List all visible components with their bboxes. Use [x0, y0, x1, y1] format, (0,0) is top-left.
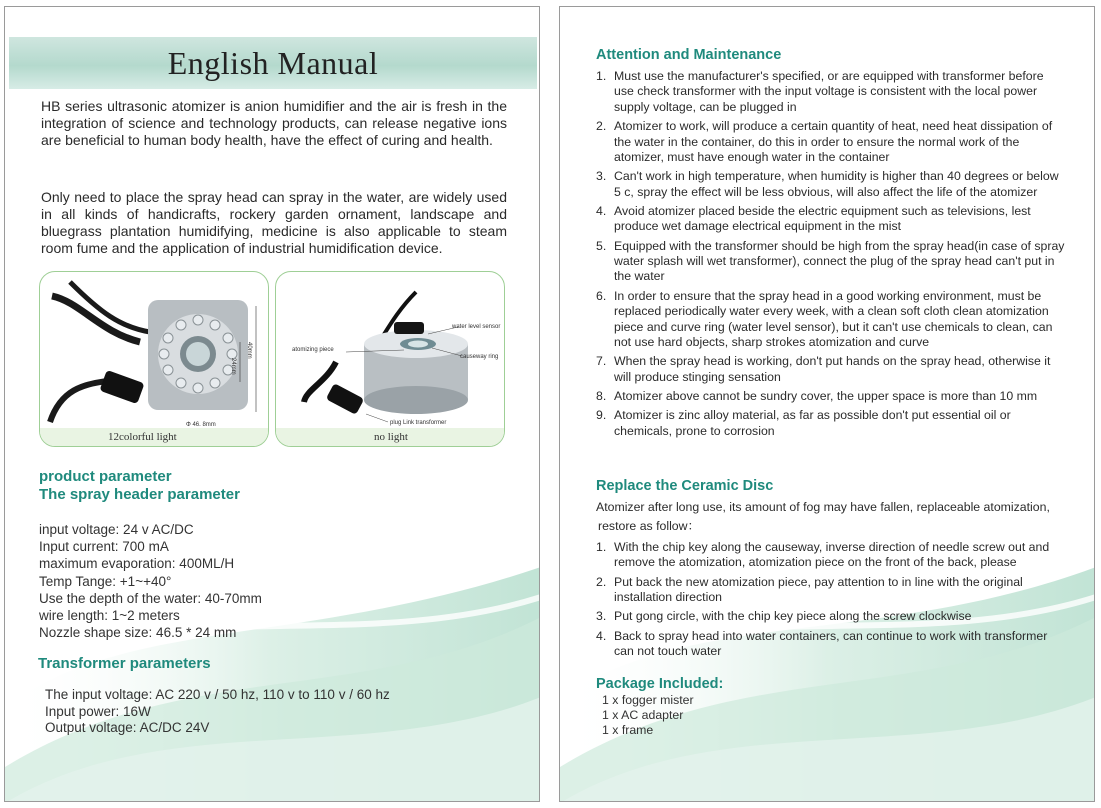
package-item: 1 x AC adapter — [602, 708, 684, 722]
attention-item: 5. Equipped with the transformer should be high from the spray head(in case of spray water splash will wet transformer), connect the plug of the spray head can't put in the water — [596, 238, 1065, 284]
spray-param-item: Temp Tange: +1~+40° — [39, 573, 172, 589]
replace-steps-list — [596, 540, 1066, 663]
spray-param-item: input voltage: 24 v AC/DC — [39, 522, 194, 537]
spray-param-item: maximum evaporation: 400ML/H — [39, 556, 235, 572]
spray-param-item: Nozzle shape size: 46.5 * 24 mm — [39, 625, 237, 641]
photo-caption-colorful: 12colorful light — [40, 428, 268, 446]
product-photo-nolight — [275, 271, 505, 447]
label-atomizing-piece: atomizing piece — [292, 347, 334, 353]
spray-params-list — [39, 521, 262, 641]
transformer-params-list — [45, 687, 390, 737]
replace-intro: Atomizer after long use, its amount of fog may have fallen, replaceable atomization, — [596, 500, 1050, 514]
attention-item-text: In order to ensure that the spray head in a good working environment, must be replaced periodically water every week, with a clean soft cloth clean atomization piece and curve ring (water level sensor), but it can't use chemicals to clean, can not use hard objects, sharp strokes atomization and curve — [614, 288, 1053, 349]
spray-param-item: wire length: 1~2 meters — [39, 608, 180, 624]
attention-item: 6. In order to ensure that the spray head in a good working environment, must be replaced periodically water every week, with a clean soft cloth clean atomization piece and curve ring (water level sensor), but it can't use chemicals to clean, can not use hard objects, sharp strokes atomization and curve — [596, 288, 1053, 349]
replace-step: 2. Put back the new atomization piece, pay attention to in line with the original installation direction — [596, 574, 1023, 605]
manual-page-right — [559, 6, 1095, 802]
attention-item: 1. Must use the manufacturer's specified, or are equipped with transformer before use check transformer with the input voltage is consistent with the local power supply voltage, can be plugged in — [596, 69, 1044, 114]
manual-title: English Manual — [167, 45, 379, 81]
dim-height-label: 40mm — [246, 342, 252, 359]
dim-diameter-label: Φ 46. 8mm — [186, 422, 216, 428]
replace-step-text: Put gong circle, with the chip key piece along the screw clockwise — [614, 609, 972, 624]
attention-item-text: Equipped with the transformer should be high from the spray head(in case of spray water splash will wet transformer), connect the plug of the spray head can't put in the water — [614, 238, 1065, 284]
label-water-level-sensor: water level sensor — [452, 324, 501, 330]
transformer-param-item: The input voltage: AC 220 v / 50 hz, 110 v to 110 v / 60 hz — [45, 687, 390, 702]
package-list — [602, 693, 694, 738]
attention-heading: Attention and Maintenance — [596, 47, 782, 63]
attention-item-text: Atomizer to work, will produce a certain quantity of heat, need heat dissipation of the water in the container, do this in order to ensure the normal work of the atomizer, must have enough water in the container — [614, 119, 1053, 164]
transformer-heading: Transformer parameters — [38, 655, 211, 672]
replace-step: 4. Back to spray head into water containers, can continue to work with transformer can not touch water — [596, 628, 1048, 659]
intro-paragraph-1: HB series ultrasonic atomizer is anion humidifier and the air is fresh in the integration of science and technology products, can release negative ions are beneficial to human body health, have the effect of curing and health. — [41, 98, 507, 148]
manual-page-left — [4, 6, 540, 802]
spray-header-heading: The spray header parameter — [39, 486, 240, 503]
attention-item: 7. When the spray head is working, don't put hands on the spray head, otherwise it will produce stinging sensation — [596, 354, 1051, 384]
product-parameter-heading: product parameter — [39, 468, 172, 485]
attention-item-text: Atomizer is zinc alloy material, as far as possible don't put essential oil or chemicals, prone to corrosion — [614, 408, 1011, 438]
package-item: 1 x frame — [602, 723, 654, 737]
spray-param-item: Use the depth of the water: 40-70mm — [39, 590, 262, 606]
transformer-param-item: Input power: 16W — [45, 703, 151, 719]
package-item: 1 x fogger mister — [602, 693, 694, 707]
replace-step: 1. With the chip key along the causeway, inverse direction of needle screw out and remove the atomization, atomization piece on the front of the back, please — [596, 540, 1050, 570]
spray-param-item: Input current: 700 mA — [39, 539, 169, 555]
replace-step-text: Back to spray head into water containers, can continue to work with transformer can not touch water — [614, 628, 1048, 659]
replace-step: 3. Put gong circle, with the chip key piece along the screw clockwise — [596, 609, 972, 624]
attention-item: 2. Atomizer to work, will produce a certain quantity of heat, need heat dissipation of the water in the container, do this in order to ensure the normal work of the atomizer, must have enough water in the container — [596, 119, 1053, 164]
dim-inner-label: 24mm — [230, 358, 236, 375]
replace-step-text: With the chip key along the causeway, inverse direction of needle screw out and remove the atomization, atomization piece on the front of the back, please — [614, 540, 1050, 570]
attention-item: 3. Can't work in high temperature, when humidity is higher than 40 degrees or below 5 c, spray the effect will be less obvious, will also affect the life of the atomizer — [596, 169, 1059, 199]
attention-item-text: Can't work in high temperature, when humidity is higher than 40 degrees or below 5 c, spray the effect will be less obvious, will also affect the life of the atomizer — [614, 169, 1059, 199]
replace-heading: Replace the Ceramic Disc — [596, 478, 774, 494]
attention-item-text: Must use the manufacturer's specified, or are equipped with transformer before use check transformer with the input voltage is consistent with the local power supply voltage, can be plugged in — [614, 69, 1044, 114]
attention-item-text: When the spray head is working, don't put hands on the spray head, otherwise it will produce stinging sensation — [614, 354, 1051, 384]
title-band — [9, 37, 537, 89]
label-causeway-ring: causeway ring — [460, 354, 499, 360]
replace-intro-cont: restore as follow： — [598, 519, 700, 533]
attention-item-text: Atomizer above cannot be sundry cover, the upper space is more than 10 mm — [614, 388, 1038, 403]
transformer-param-item: Output voltage: AC/DC 24V — [45, 720, 210, 735]
product-photo-colorful — [39, 271, 269, 447]
label-plug: plug Link transformer — [390, 420, 447, 426]
attention-item: 4. Avoid atomizer placed beside the electric equipment such as televisions, lest produce wet damage electrical equipment in the mist — [596, 203, 1031, 234]
package-heading: Package Included: — [596, 676, 724, 692]
attention-item: 8. Atomizer above cannot be sundry cover, the upper space is more than 10 mm — [596, 388, 1038, 403]
attention-item-text: Avoid atomizer placed beside the electric equipment such as televisions, lest produce wet damage electrical equipment in the mist — [614, 203, 1031, 234]
attention-item: 9. Atomizer is zinc alloy material, as far as possible don't put essential oil or chemicals, prone to corrosion — [596, 408, 1011, 438]
attention-list — [596, 69, 1066, 443]
intro-paragraph-2: Only need to place the spray head can spray in the water, are widely used in all kinds of handicrafts, rockery garden ornament, landscape and bluegrass plantation humidifying, medicine is also applicable to steam room fume and the application of industrial humidification device. — [41, 189, 507, 256]
photo-caption-nolight: no light — [276, 428, 504, 446]
replace-step-text: Put back the new atomization piece, pay attention to in line with the original installation direction — [614, 574, 1023, 605]
